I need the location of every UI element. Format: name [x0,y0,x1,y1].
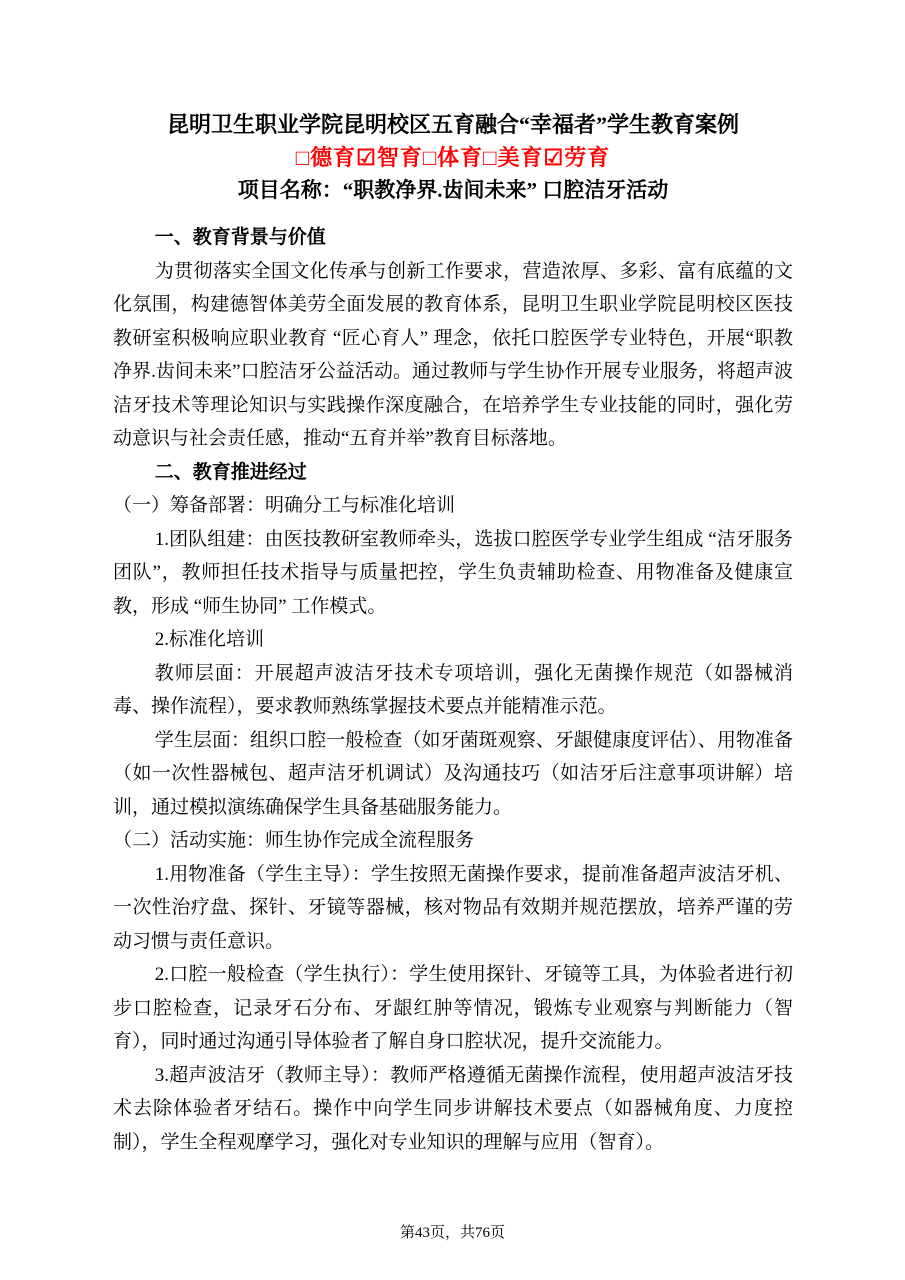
checkbox-checked-icon: ☑ [356,145,377,170]
document-content [113,108,793,1159]
five-edu-label: 智育 [376,145,423,170]
checkbox-unchecked-icon: □ [483,145,498,170]
paragraph: 学生层面：组织口腔一般检查（如牙菌斑观察、牙龈健康度评估）、用物准备（如一次性器械包、超声洁牙机调试）及沟通技巧（如洁牙后注意事项讲解）培训，通过模拟演练确保学生具备基础服务能力。 [113,729,793,818]
checkbox-checked-icon: ☑ [543,145,565,170]
subsection-1-heading: （一）筹备部署：明确分工与标准化培训 [113,495,456,516]
paragraph: 3.超声波洁牙（教师主导）：教师严格遵循无菌操作流程，使用超声波洁牙技术去除体验者牙结石。操作中向学生同步讲解技术要点（如器械角度、力度控制），学生全程观摩学习，强化对专业知识的理解与应用（智育）。 [113,1064,793,1153]
five-edu-item-deyu [296,145,356,170]
five-edu-item-meiyu [483,145,543,170]
paragraph: 1.团队组建：由医技教研室教师牵头，选拔口腔医学专业学生组成 “洁牙服务团队”，教师担任技术指导与质量把控，学生负责辅助检查、用物准备及健康宣教，形成 “师生协同” 工作模式。 [113,528,793,617]
five-edu-item-zhiyu [356,145,423,170]
subsection-2-heading: （二）活动实施：师生协作完成全流程服务 [113,830,475,851]
five-edu-label: 劳育 [564,145,611,170]
paragraph: 2.标准化培训 [154,629,265,650]
five-edu-checkbox-line [113,141,793,174]
paragraph: 为贯彻落实全国文化传承与创新工作要求，营造浓厚、多彩、富有底蕴的文化氛围，构建德智体美劳全面发展的教育体系，昆明卫生职业学院昆明校区医技教研室积极响应职业教育 “匠心育人” 理念，依托口腔医学专业特色，开展“职教净界.齿间未来”口腔洁牙公益活动。通过教师与学生协作开展专业服务，将超声波洁牙技术等理论知识与实践操作深度融合，在培养学生专业技能的同时，强化劳动意识与社会责任感，推动“五育并举”教育目标落地。 [113,260,793,449]
section-2-heading: 二、教育推进经过 [154,461,307,483]
section-1-heading: 一、教育背景与价值 [154,227,326,248]
five-edu-label: 德育 [310,145,357,170]
paragraph: 1.用物准备（学生主导）：学生按照无菌操作要求，提前准备超声波洁牙机、一次性治疗盘、探针、牙镜等器械，核对物品有效期并规范摆放，培养严谨的劳动习惯与责任意识。 [113,863,793,952]
document-body [113,221,793,1159]
checkbox-unchecked-icon: □ [295,145,311,170]
paragraph: 教师层面：开展超声波洁牙技术专项培训，强化无菌操作规范（如器械消毒、操作流程），要求教师熟练掌握技术要点并能精准示范。 [113,662,793,717]
project-name-title: 项目名称：“职教净界.齿间未来” 口腔洁牙活动 [237,178,669,202]
five-edu-label: 美育 [497,145,544,170]
document-title: 昆明卫生职业学院昆明校区五育融合“幸福者”学生教育案例 [166,112,739,137]
five-edu-label: 体育 [437,145,484,170]
five-edu-item-tiyu [423,145,483,170]
checkbox-unchecked-icon: □ [422,145,438,170]
paragraph: 2.口腔一般检查（学生执行）：学生使用探针、牙镜等工具，为体验者进行初步口腔检查，记录牙石分布、牙龈红肿等情况，锻炼专业观察与判断能力（智育），同时通过沟通引导体验者了解自身口腔状况，提升交流能力。 [113,964,793,1052]
page-number-footer: 第43页，共76页 [399,1225,505,1241]
five-edu-item-laoyu [543,145,610,170]
